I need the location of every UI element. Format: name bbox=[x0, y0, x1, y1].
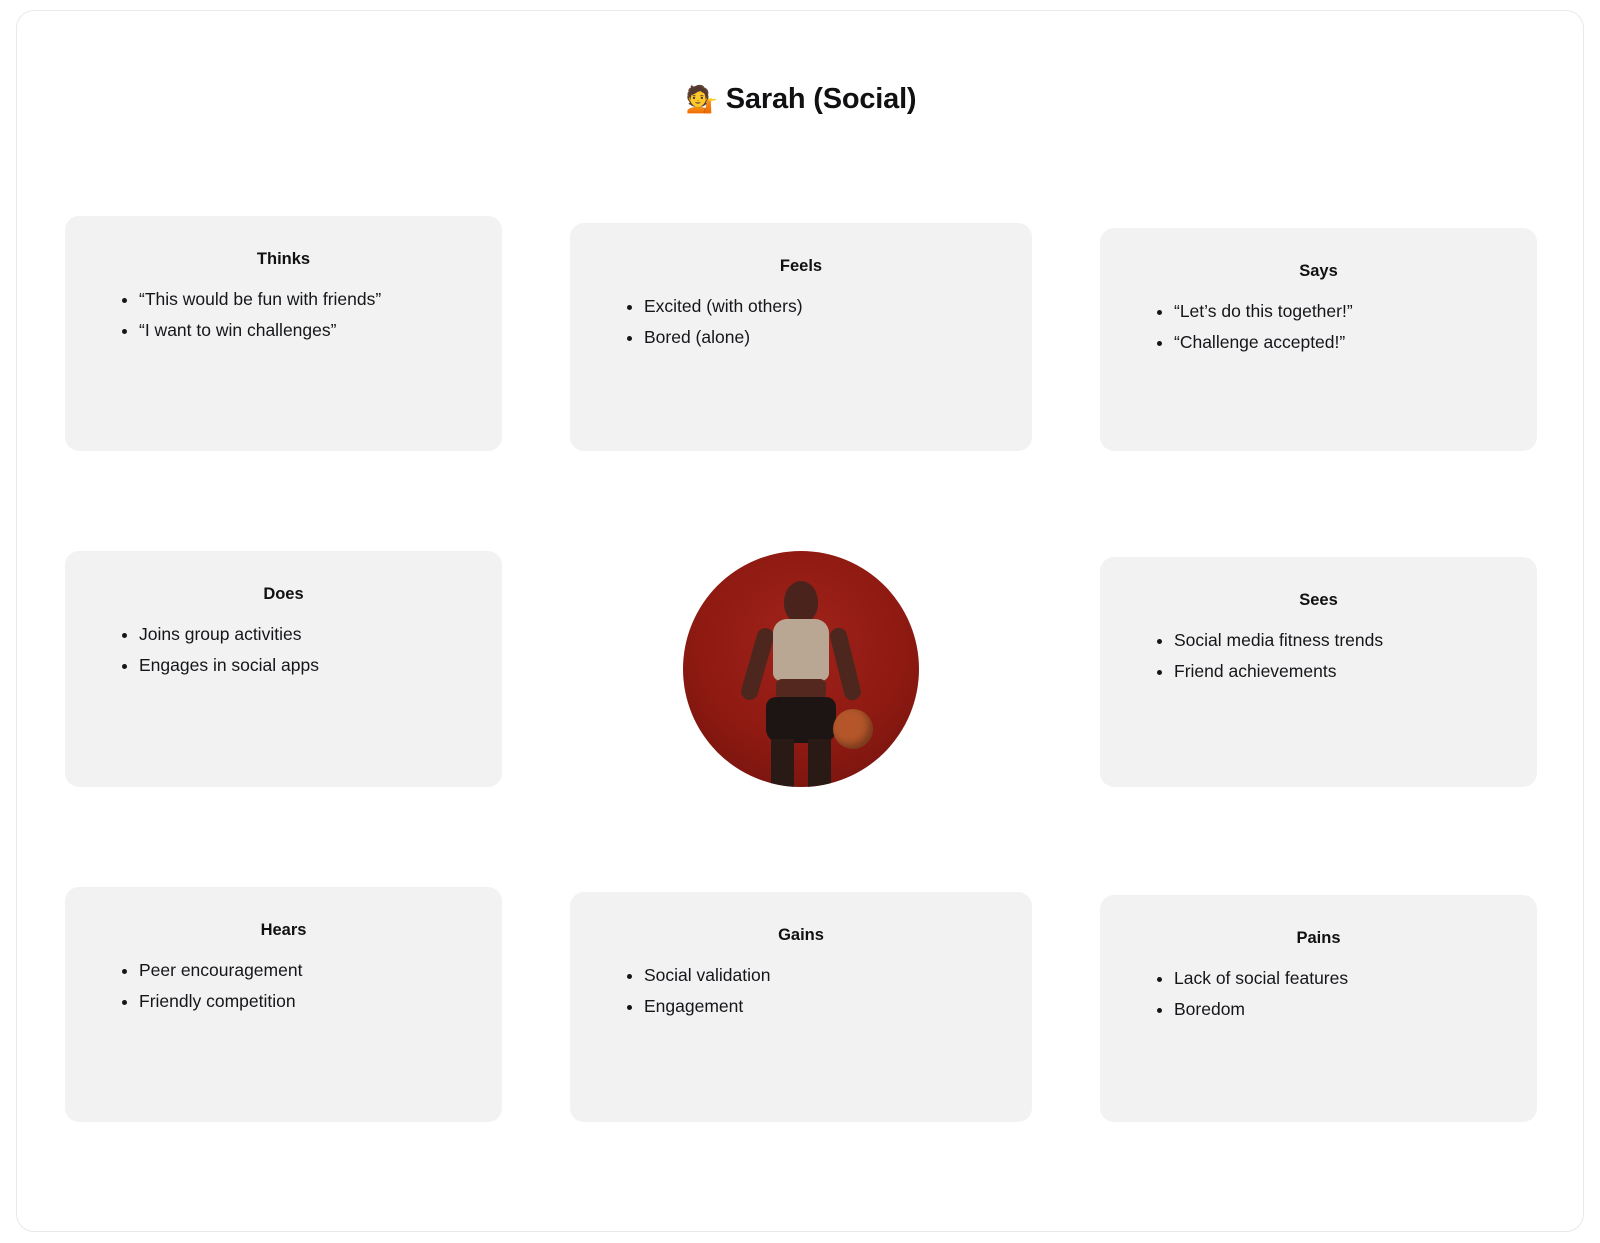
card-gains-heading: Gains bbox=[778, 926, 824, 944]
list-item: • Joins group activities bbox=[139, 622, 468, 647]
list-item: • Bored (alone) bbox=[644, 325, 998, 350]
card-feels-list bbox=[604, 294, 998, 351]
list-item: • “Challenge accepted!” bbox=[1174, 330, 1503, 355]
avatar-figure-waist bbox=[776, 679, 826, 699]
list-item: • Lack of social features bbox=[1174, 966, 1503, 991]
page-title-text: Sarah (Social) bbox=[725, 83, 917, 115]
avatar-figure-arm-left bbox=[739, 626, 776, 702]
card-pains-heading: Pains bbox=[1296, 929, 1341, 947]
avatar-figure-arm-right bbox=[828, 626, 862, 702]
empathy-map-grid bbox=[65, 216, 1537, 1086]
list-item: • Engages in social apps bbox=[139, 653, 468, 678]
list-item: • “Let’s do this together!” bbox=[1174, 299, 1503, 324]
card-pains bbox=[1100, 895, 1537, 1122]
avatar-figure-torso bbox=[773, 619, 829, 681]
list-item: • Social media fitness trends bbox=[1174, 628, 1503, 653]
card-thinks bbox=[65, 216, 502, 451]
card-gains-list bbox=[604, 963, 998, 1020]
card-says-list bbox=[1134, 299, 1503, 356]
avatar-cell bbox=[570, 551, 1032, 787]
card-does-heading: Does bbox=[263, 585, 304, 603]
card-says bbox=[1100, 228, 1537, 451]
card-sees-list bbox=[1134, 628, 1503, 685]
avatar bbox=[683, 551, 919, 787]
avatar-figure-head bbox=[784, 581, 818, 623]
page-title bbox=[17, 83, 1585, 116]
card-feels-heading: Feels bbox=[779, 257, 823, 275]
card-thinks-heading: Thinks bbox=[256, 250, 311, 268]
list-item: • Friend achievements bbox=[1174, 659, 1503, 684]
list-item: • Peer encouragement bbox=[139, 958, 468, 983]
card-feels bbox=[570, 223, 1032, 451]
card-sees bbox=[1100, 557, 1537, 787]
card-says-heading: Says bbox=[1299, 262, 1338, 280]
list-item: • Social validation bbox=[644, 963, 998, 988]
card-pains-list bbox=[1134, 966, 1503, 1023]
card-does bbox=[65, 551, 502, 787]
list-item: • “This would be fun with friends” bbox=[139, 287, 468, 312]
card-hears-list bbox=[99, 958, 468, 1015]
list-item: • Excited (with others) bbox=[644, 294, 998, 319]
card-hears-heading: Hears bbox=[260, 921, 307, 939]
avatar-figure-leg-left bbox=[771, 739, 794, 787]
avatar-figure-leg-right bbox=[808, 739, 831, 787]
card-sees-heading: Sees bbox=[1299, 591, 1338, 609]
list-item: • Boredom bbox=[1174, 997, 1503, 1022]
board-canvas bbox=[16, 10, 1584, 1232]
card-hears bbox=[65, 887, 502, 1122]
person-tipping-hand-icon: 💁 bbox=[685, 84, 718, 114]
list-item: • Engagement bbox=[644, 994, 998, 1019]
basketball-icon bbox=[833, 709, 873, 749]
list-item: • Friendly competition bbox=[139, 989, 468, 1014]
card-gains bbox=[570, 892, 1032, 1122]
list-item: • “I want to win challenges” bbox=[139, 318, 468, 343]
avatar-figure-shorts bbox=[766, 697, 836, 743]
card-thinks-list bbox=[99, 287, 468, 344]
card-does-list bbox=[99, 622, 468, 679]
